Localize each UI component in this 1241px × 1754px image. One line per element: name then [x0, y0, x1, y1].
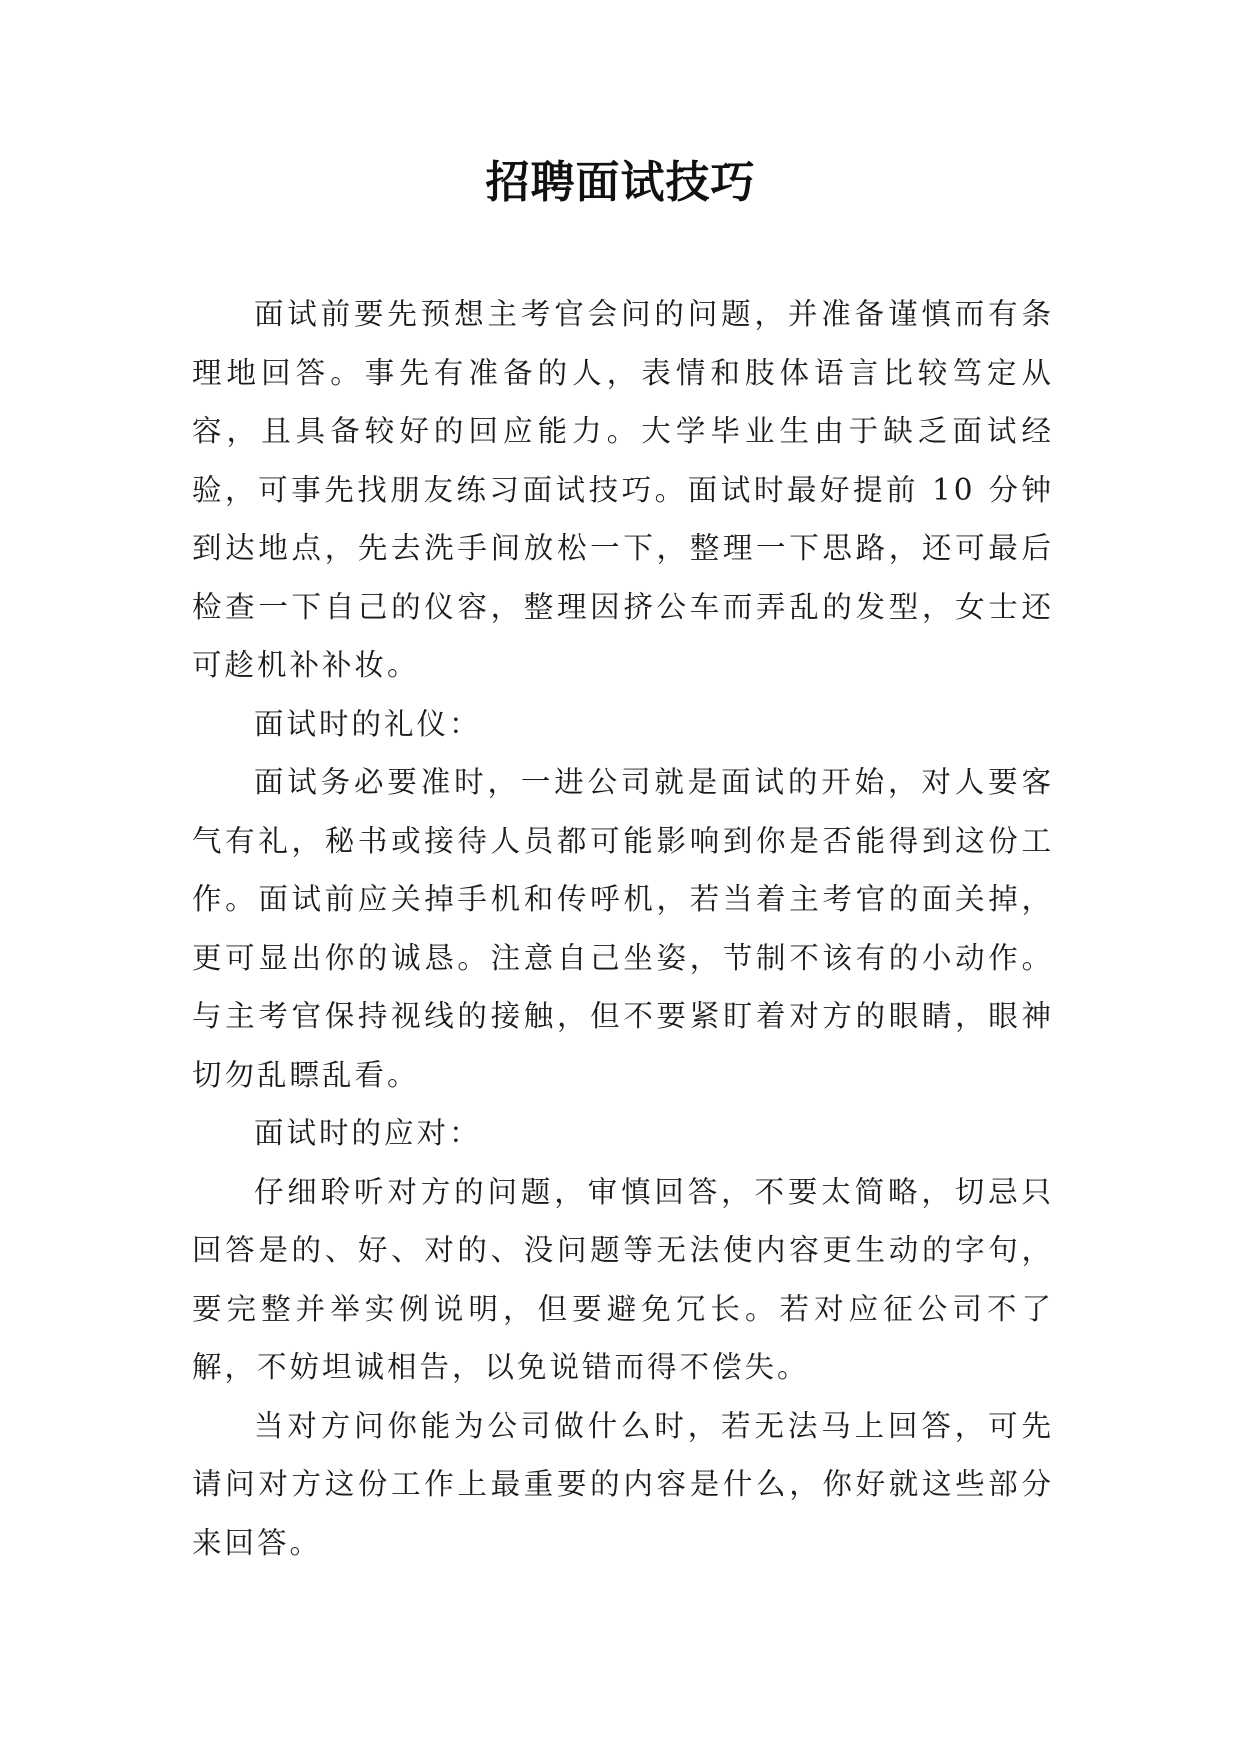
document-title: 招聘面试技巧: [485, 157, 756, 208]
document-body: [192, 285, 1054, 1572]
paragraph-response: 仔细聆听对方的问题，审慎回答，不要太简略，切忌只回答是的、好、对的、没问题等无法使内容更生动的字句，要完整并举实例说明，但要避免冗长。若对应征公司不了解，不妨坦诚相告，以免说错而得不偿失。: [192, 1174, 1054, 1384]
heading-response: 面试时的应对：: [253, 1116, 482, 1150]
paragraph-company-question: 当对方问你能为公司做什么时，若无法马上回答，可先请问对方这份工作上最重要的内容是什么，你好就这些部分来回答。: [192, 1408, 1054, 1560]
paragraph-preparation: 面试前要先预想主考官会问的问题，并准备谨慎而有条理地回答。事先有准备的人，表情和肢体语言比较笃定从容，且具备较好的回应能力。大学毕业生由于缺乏面试经验，可事先找朋友练习面试技巧。面试时最好提前 10 分钟到达地点，先去洗手间放松一下，整理一下思路，还可最后检查一下自己的仪容，整理因挤公车而弄乱的发型，女士还可趁机补补妆。: [192, 297, 1054, 682]
heading-etiquette: 面试时的礼仪：: [253, 706, 482, 741]
paragraph-etiquette: 面试务必要准时，一进公司就是面试的开始，对人要客气有礼，秘书或接待人员都可能影响到你是否能得到这份工作。面试前应关掉手机和传呼机，若当着主考官的面关掉，更可显出你的诚恳。注意自己坐姿，节制不该有的小动作。与主考官保持视线的接触，但不要紧盯着对方的眼睛，眼神切勿乱瞟乱看。: [192, 765, 1054, 1092]
